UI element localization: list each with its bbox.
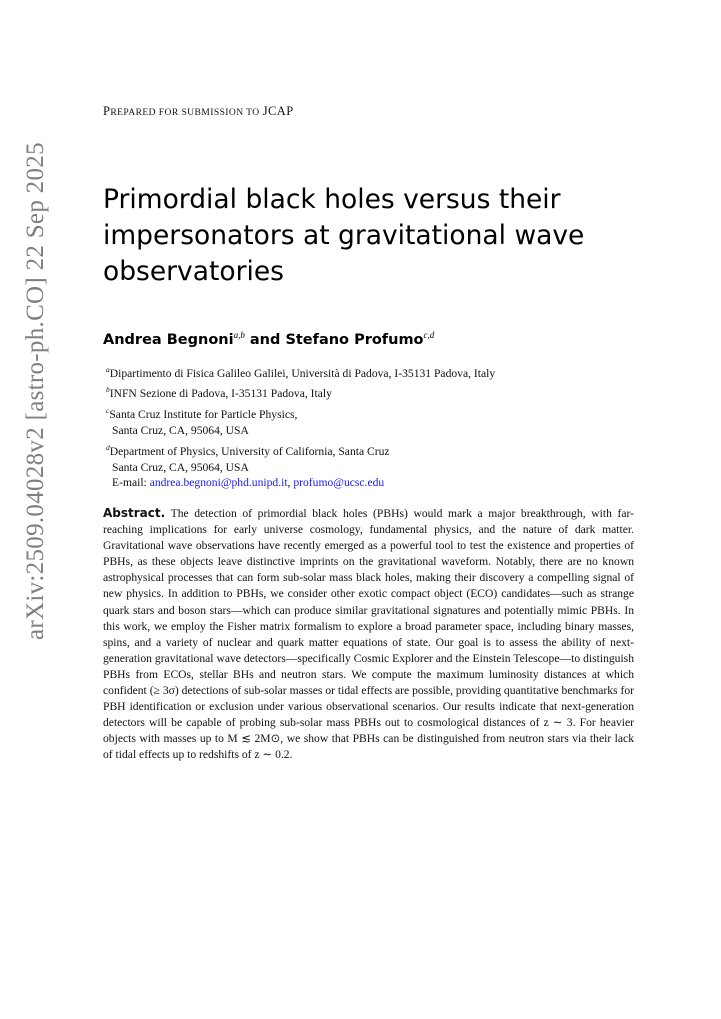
affiliation (106, 403, 626, 440)
abstract-label: Abstract. (103, 506, 166, 520)
affiliation-list (106, 362, 626, 476)
affiliation (106, 440, 626, 477)
author-name: Andrea Begnoni (103, 331, 234, 348)
abstract (103, 505, 634, 764)
affiliation (106, 362, 626, 382)
email-line (112, 476, 384, 489)
affiliation (106, 382, 626, 402)
abstract-text: The detection of primordial black holes (PBHs) would mark a major breakthrough, with far-reaching implications for early universe cosmology, fundamental physics, and the nature of dark matter. Gravitational wave observations have recently emerged as a powerful tool to test the existence and properties of PBHs, as these objects leave distinctive imprints on the gravitational waveform. Notably, there are no known astrophysical processes that can form sub-solar mass black holes, making their discovery a compelling signal of new physics. In addition to PBHs, we consider other exotic compact object (ECO) candidates—such as strange quark stars and boson stars—which can produce similar gravitational signatures and potentially mimic PBHs. In this work, we employ the Fisher matrix formalism to explore a broad parameter space, including binary masses, spins, and a variety of nuclear and quark matter equations of state. Our goal is to assess the ability of next-generation gravitational wave detectors—specifically Cosmic Explorer and the Einstein Telescope—to distinguish PBHs from ECOs, stellar BHs and neutron stars. We compute the maximum luminosity distances at which confident (≥ 3σ) detections of sub-solar masses or tidal effects are possible, providing quantitative benchmarks for PBH identification or exclusion under various observational scenarios. Our results indicate that next-generation detectors will be capable of probing sub-solar mass PBHs out to cosmological distances of z ∼ 3. For heavier objects with masses up to M ≲ 2M⊙, we show that PBHs can be distinguished from neutron stars via their lack of tidal effects up to redshifts of z ∼ 0.2. (103, 507, 634, 762)
submission-note-text: REPARED FOR SUBMISSION TO (110, 107, 260, 118)
author-joiner: and (244, 331, 286, 348)
affiliation-line: Santa Cruz Institute for Particle Physics, (109, 407, 298, 421)
author-list (103, 330, 434, 348)
author-affiliation-mark: c,d (423, 330, 435, 340)
arxiv-identifier: arXiv:2509.04028v2 [astro-ph.CO] 22 Sep 2025 (22, 142, 49, 640)
submission-note (103, 104, 294, 119)
author-name: Stefano Profumo (285, 331, 424, 348)
email-link[interactable]: andrea.begnoni@phd.unipd.it (149, 476, 288, 489)
paper-title: Primordial black holes versus their impersonators at gravitational wave observatories (103, 184, 585, 287)
affiliation-line: Dipartimento di Fisica Galileo Galilei, Università di Padova, I-35131 Padova, Italy (109, 366, 496, 380)
affiliation-line: Department of Physics, University of California, Santa Cruz (109, 444, 390, 458)
email-link[interactable]: profumo@ucsc.edu (293, 476, 385, 489)
affiliation-mark: c (106, 405, 110, 415)
affiliation-mark: b (106, 385, 110, 395)
affiliation-mark: a (106, 365, 110, 374)
affiliation-line: Santa Cruz, CA, 95064, USA (112, 460, 249, 474)
author-affiliation-mark: a,b (233, 330, 245, 340)
affiliation-line: INFN Sezione di Padova, I-35131 Padova, Italy (109, 387, 332, 401)
email-label: E-mail: (112, 476, 147, 489)
affiliation-mark: d (106, 442, 110, 452)
journal-name: JCAP (262, 104, 294, 118)
submission-note-initial: P (103, 104, 111, 118)
email-separator: , (287, 476, 294, 489)
affiliation-line: Santa Cruz, CA, 95064, USA (112, 424, 249, 438)
